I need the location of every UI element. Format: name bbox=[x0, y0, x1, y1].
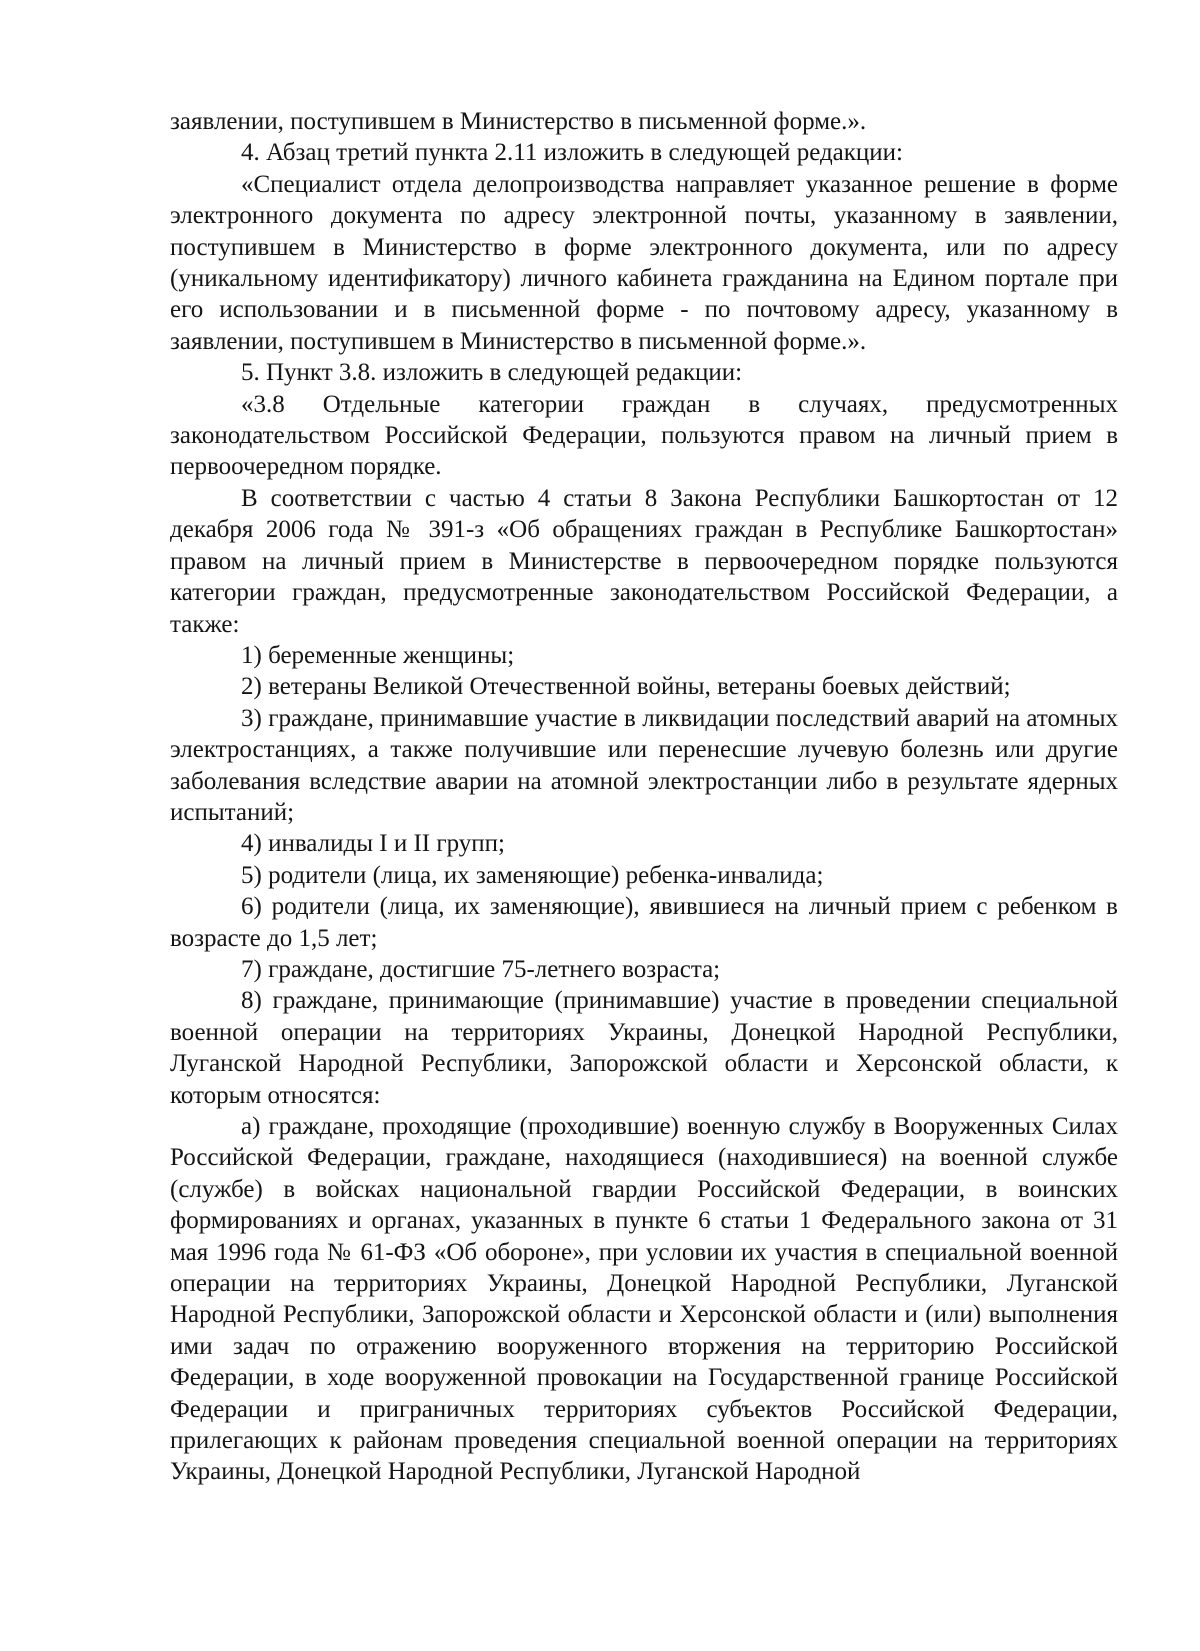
paragraph-item-5: 5. Пункт 3.8. изложить в следующей редакции: bbox=[241, 359, 743, 387]
list-item-8: 8) граждане, принимающие (принимавшие) участие в проведении специальной военной операции на территориях Украины, Донецкой Народной Республики, Луганской Народной Республики, Запорожской области и Херсонской области, к которым относятся: bbox=[170, 987, 1118, 1109]
list-item-7: 7) граждане, достигшие 75-летнего возраста; bbox=[241, 955, 721, 983]
list-subitem-a: а) граждане, проходящие (проходившие) военную службу в Вооруженных Силах Российской Федерации, граждане, находящиеся (находившиеся) на военной службе (службе) в войсках национальной гвардии Российской Федерации, в воинских формированиях и органах, указанных в пункте 6 статьи 1 Федерального закона от 31 мая 1996 года № 61-ФЗ «Об обороне», при условии их участия в специальной военной операции на территориях Украины, Донецкой Народной Республики, Луганской Народной Республики, Запорожской области и Херсонской области и (или) выполнения ими задач по отражению вооруженного вторжения на территорию Российской Федерации, в ходе вооруженной провокации на Государственной границе Российской Федерации и приграничных территориях субъектов Российской Федерации, прилегающих к районам проведения специальной военной операции на территориях Украины, Донецкой Народной Республики, Луганской Народной bbox=[170, 1113, 1118, 1486]
paragraph-quote-3-8: «3.8 Отдельные категории граждан в случаях, предусмотренных законодательством Российской Федерации, пользуются правом на личный прием в первоочередном порядке. bbox=[170, 390, 1118, 481]
list-item-2: 2) ветераны Великой Отечественной войны, ветераны боевых действий; bbox=[241, 673, 1011, 701]
list-item-5: 5) родители (лица, их заменяющие) ребенка-инвалида; bbox=[241, 861, 824, 889]
paragraph-quote-specialist: «Специалист отдела делопроизводства направляет указанное решение в форме электронного документа по адресу электронной почты, указанному в заявлении, поступившем в Министерство в форме электронного документа, или по адресу (уникальному идентификатору) личного кабинета гражданина на Едином портале при его использовании и в письменной форме - по почтовому адресу, указанному в заявлении, поступившем в Министерство в письменной форме.». bbox=[170, 170, 1118, 355]
list-item-3: 3) граждане, принимавшие участие в ликвидации последствий аварий на атомных электростанциях, а также получившие или перенесшие лучевую болезнь или другие заболевания вследствие аварии на атомной электростанции либо в результате ядерных испытаний; bbox=[170, 704, 1118, 826]
list-item-1: 1) беременные женщины; bbox=[241, 641, 515, 669]
paragraph-law-reference: В соответствии с частью 4 статьи 8 Закона Республики Башкортостан от 12 декабря 2006 года № 391-з «Об обращениях граждан в Республике Башкортостан» правом на личный прием в Министерстве в первоочередном порядке пользуются категории граждан, предусмотренные законодательством Российской Федерации, а также: bbox=[170, 484, 1118, 638]
list-item-4: 4) инвалиды I и II групп; bbox=[241, 830, 505, 858]
paragraph-item-4: 4. Абзац третий пункта 2.11 изложить в следующей редакции: bbox=[241, 139, 903, 167]
paragraph-continuation: заявлении, поступившем в Министерство в письменной форме.». bbox=[170, 108, 867, 135]
list-item-6: 6) родители (лица, их заменяющие), явившиеся на личный прием с ребенком в возрасте до 1,5 лет; bbox=[170, 893, 1118, 952]
document-body bbox=[170, 106, 1118, 1488]
